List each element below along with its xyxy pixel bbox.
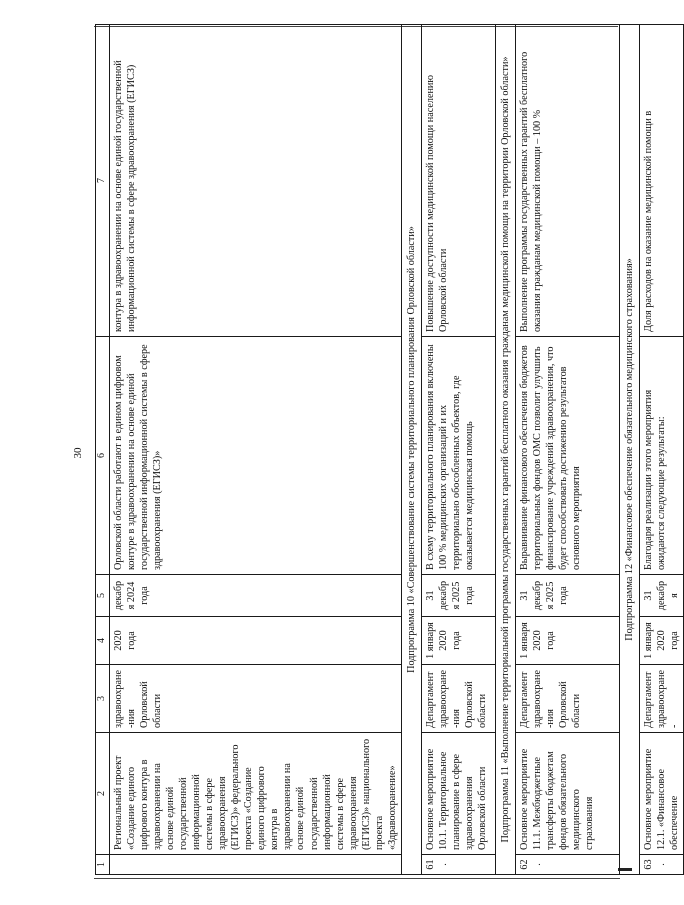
- result-cell: Выравнивание финансового обеспечения бюджетов территориальных фондов ОМС позволит улучшить финансирование учреждений здравоохранения, что будет способствовать достижению результатов основного мероприятия: [515, 337, 619, 575]
- start-date-cell: 1 января 2020 года: [421, 617, 495, 665]
- executor-cell: Департамент здравоохране-ния Орловской области: [515, 665, 619, 733]
- header-cell: 1: [96, 855, 110, 875]
- start-date-cell: 1 января 2020 года: [639, 617, 683, 665]
- section-title: Подпрограмма 12 «Финансовое обеспечение обязательного медицинского страхования»: [619, 25, 639, 875]
- executor-cell: Департамент здравоохране-: [639, 665, 683, 733]
- section-row: [401, 25, 421, 875]
- indicator-cell: Выполнение программы государственных гарантий бесплатного оказания гражданам медицинской помощи – 100 %: [515, 25, 619, 337]
- bottom-edge-line: [94, 878, 620, 879]
- start-date-cell: 2020 года: [109, 617, 401, 665]
- section-title: Подпрограмма 11 «Выполнение территориальной программы государственных гарантий бесплатного оказания гражданам медицинской помощи на территории Орловской области»: [495, 25, 515, 875]
- end-date-cell: 31 декабря: [639, 575, 683, 617]
- row-number: 62.: [515, 855, 619, 875]
- event-cell: Основное мероприятие 12.1. «Финансовое обеспечение: [639, 733, 683, 855]
- table-row: [421, 25, 495, 875]
- header-cell: 4: [96, 617, 110, 665]
- page-number: 30: [72, 447, 84, 459]
- row-number: 63.: [639, 855, 683, 875]
- event-cell: Региональный проект «Создание единого цифрового контура в здравоохранении на основе единой государственной информационной системы в сфере здравоохранения (ЕГИСЗ)» федерального проекта «Создание единого цифрового контура в здравоохранении на основе единой государственной информационной системы в сфере здравоохранения (ЕГИСЗ)» национального проекта «Здравоохранение»: [109, 733, 401, 855]
- section-row: [619, 25, 639, 875]
- start-date-cell: 1 января 2020 года: [515, 617, 619, 665]
- row-number: [109, 855, 401, 875]
- table-row: [515, 25, 619, 875]
- row-number: 61.: [421, 855, 495, 875]
- header-cell: 5: [96, 575, 110, 617]
- executor-cell: Департамент здравоохране-ния Орловской области: [421, 665, 495, 733]
- indicator-cell: Повышение доступности медицинской помощи населению Орловской области: [421, 25, 495, 337]
- end-date-cell: 31 декабря 2025 года: [515, 575, 619, 617]
- header-cell: 6: [96, 337, 110, 575]
- header-cell: 7: [96, 25, 110, 337]
- section-row: [495, 25, 515, 875]
- end-date-cell: 31 декабря 2025 года: [421, 575, 495, 617]
- rotated-table-wrapper: [95, 25, 681, 875]
- section-title: Подпрограмма 10 «Совершенствование системы территориального планирования Орловской области»: [401, 25, 421, 875]
- result-cell: В схему территориального планирования включены 100 % медицинских организаций и их территориально обособленных объектов, где оказывается медицинская помощь: [421, 337, 495, 575]
- event-cell: Основное мероприятие 11.1. Межбюджетные трансферты бюджетам фондов обязательного медицинского страхования: [515, 733, 619, 855]
- header-row: [96, 25, 110, 875]
- executor-cell: здравоохране-ния Орловской области: [109, 665, 401, 733]
- table-row: [109, 25, 401, 875]
- indicator-cell: контура в здравоохранении на основе единой государственной информационной системы в сфере здравоохранения (ЕГИСЗ): [109, 25, 401, 337]
- indicator-cell: Доля расходов на оказание медицинской помощи в: [639, 25, 683, 337]
- program-table: [95, 24, 684, 875]
- table-row: [639, 25, 683, 875]
- header-cell: 2: [96, 733, 110, 855]
- end-date-cell: декабря 2024 года: [109, 575, 401, 617]
- header-cell: 3: [96, 665, 110, 733]
- event-cell: Основное мероприятие 10.1. Территориальное планирование в сфере здравоохранения Орловской области: [421, 733, 495, 855]
- result-cell: Орловской области работают в едином цифровом контуре в здравоохранении на основе единой государственной информационной системы в сфере здравоохранения (ЕГИСЗ)»: [109, 337, 401, 575]
- result-cell: Благодаря реализации этого мероприятия ожидаются следующие результаты:: [639, 337, 683, 575]
